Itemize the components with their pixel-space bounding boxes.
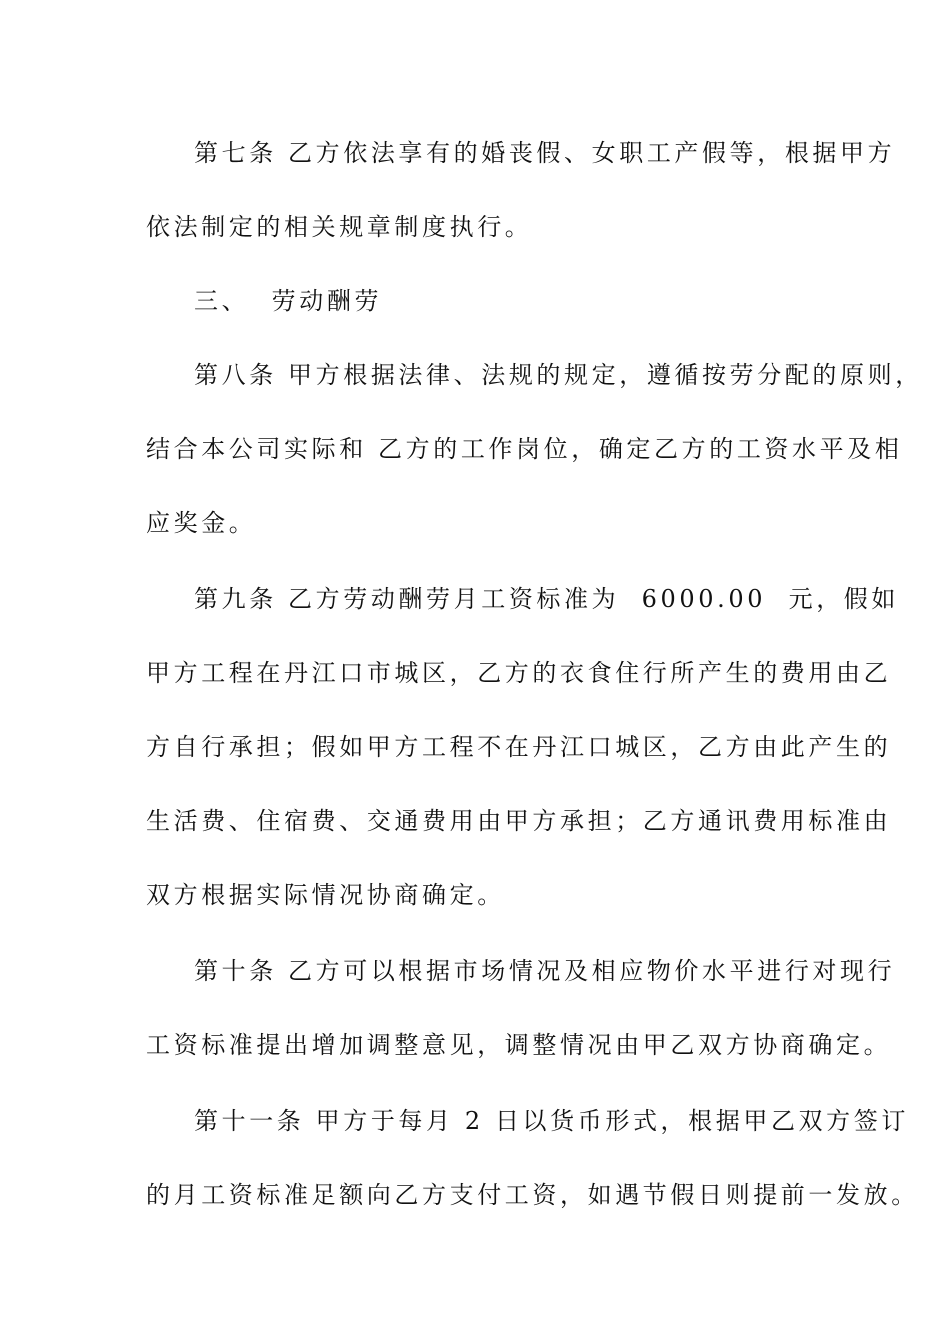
article-9-line-1: 第九条 乙方劳动酬劳月工资标准为 6000.00 元，假如 <box>194 585 899 613</box>
article-11-line-2: 的月工资标准足额向乙方支付工资，如遇节假日则提前一发放。 <box>146 1181 919 1209</box>
article-7-line-2: 依法制定的相关规章制度执行。 <box>146 213 533 241</box>
article-9-line-3: 方自行承担；假如甲方工程不在丹江口城区，乙方由此产生的 <box>146 733 892 761</box>
article-10-line-1: 第十条 乙方可以根据市场情况及相应物价水平进行对现行 <box>194 957 896 985</box>
article-7-line-1: 第七条 乙方依法享有的婚丧假、女职工产假等，根据甲方 <box>194 139 896 167</box>
article-10-line-2: 工资标准提出增加调整意见，调整情况由甲乙双方协商确定。 <box>146 1031 892 1059</box>
section-3-heading: 三、 劳动酬劳 <box>194 287 383 315</box>
article-8-line-3: 应奖金。 <box>146 509 257 537</box>
article-8-line-1: 第八条 甲方根据法律、法规的规定，遵循按劳分配的原则， <box>194 361 923 389</box>
article-9-line-2: 甲方工程在丹江口市城区，乙方的衣食住行所产生的费用由乙 <box>146 659 892 687</box>
article-8-line-2: 结合本公司实际和 乙方的工作岗位，确定乙方的工资水平及相 <box>146 435 903 463</box>
article-9-line-4: 生活费、住宿费、交通费用由甲方承担；乙方通讯费用标准由 <box>146 807 892 835</box>
article-9-line-5: 双方根据实际情况协商确定。 <box>146 881 505 909</box>
article-11-line-1: 第十一条 甲方于每月 2 日以货币形式，根据甲乙双方签订 <box>194 1107 909 1135</box>
